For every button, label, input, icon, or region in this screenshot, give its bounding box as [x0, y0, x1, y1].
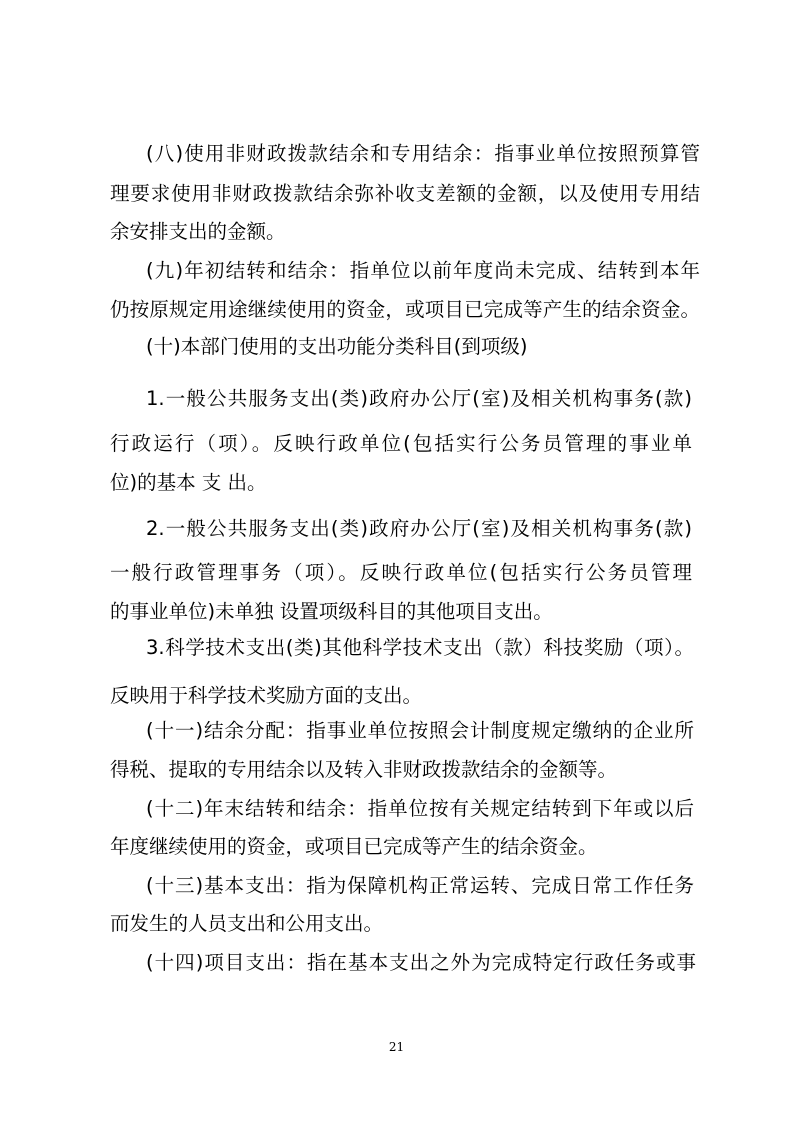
item-2-line-3: 的事业单位)未单独 设置项级科目的其他项目支出。: [110, 600, 553, 623]
paragraph-12-line-1: (十二)年末结转和结余：指单位按有关规定结转到下年或以后: [146, 797, 694, 820]
item-3-line-2: 反映用于科学技术奖励方面的支出。: [110, 684, 423, 707]
paragraph-11-line-2: 得税、提取的专用结余以及转入非财政拨款结余的金额等。: [110, 758, 618, 781]
item-1-line-2: 行政运行（项）。反映行政单位(包括实行公务员管理的事业单: [110, 432, 692, 455]
item-3-line-1: 3.科学技术支出(类)其他科学技术支出（款）科技奖励（项）。: [146, 636, 694, 659]
page-number: 21: [388, 1040, 405, 1054]
item-1-line-3: 位)的基本 支 出。: [110, 471, 267, 494]
paragraph-8-line-1: (八)使用非财政拨款结余和专用结余：指事业单位按照预算管: [146, 142, 700, 165]
paragraph-13-line-2: 而发生的人员支出和公用支出。: [110, 912, 384, 935]
item-1-line-1: 1.一般公共服务支出(类)政府办公厅(室)及相关机构事务(款): [146, 387, 692, 410]
paragraph-14-line-1: (十四)项目支出：指在基本支出之外为完成特定行政任务或事: [146, 951, 696, 974]
item-2-line-2: 一般行政管理事务（项）。反映行政单位(包括实行公务员管理: [110, 561, 692, 584]
paragraph-12-line-2: 年度继续使用的资金，或项目已完成等产生的结余资金。: [110, 835, 598, 858]
paragraph-9-line-1: (九)年初结转和结余：指单位以前年度尚未完成、结转到本年: [146, 259, 700, 282]
paragraph-13-line-1: (十三)基本支出：指为保障机构正常运转、完成日常工作任务: [146, 874, 694, 897]
paragraph-11-line-1: (十一)结余分配：指事业单位按照会计制度规定缴纳的企业所: [146, 719, 694, 742]
paragraph-10-heading: (十)本部门使用的支出功能分类科目(到项级): [146, 335, 528, 358]
paragraph-8-line-2: 理要求使用非财政拨款结余弥补收支差额的金额，以及使用专用结: [110, 182, 700, 205]
paragraph-8-line-3: 余安排支出的金额。: [110, 220, 286, 243]
paragraph-9-line-2: 仍按原规定用途继续使用的资金，或项目已完成等产生的结余资金。: [110, 298, 700, 321]
item-2-line-1: 2.一般公共服务支出(类)政府办公厅(室)及相关机构事务(款): [146, 517, 692, 540]
